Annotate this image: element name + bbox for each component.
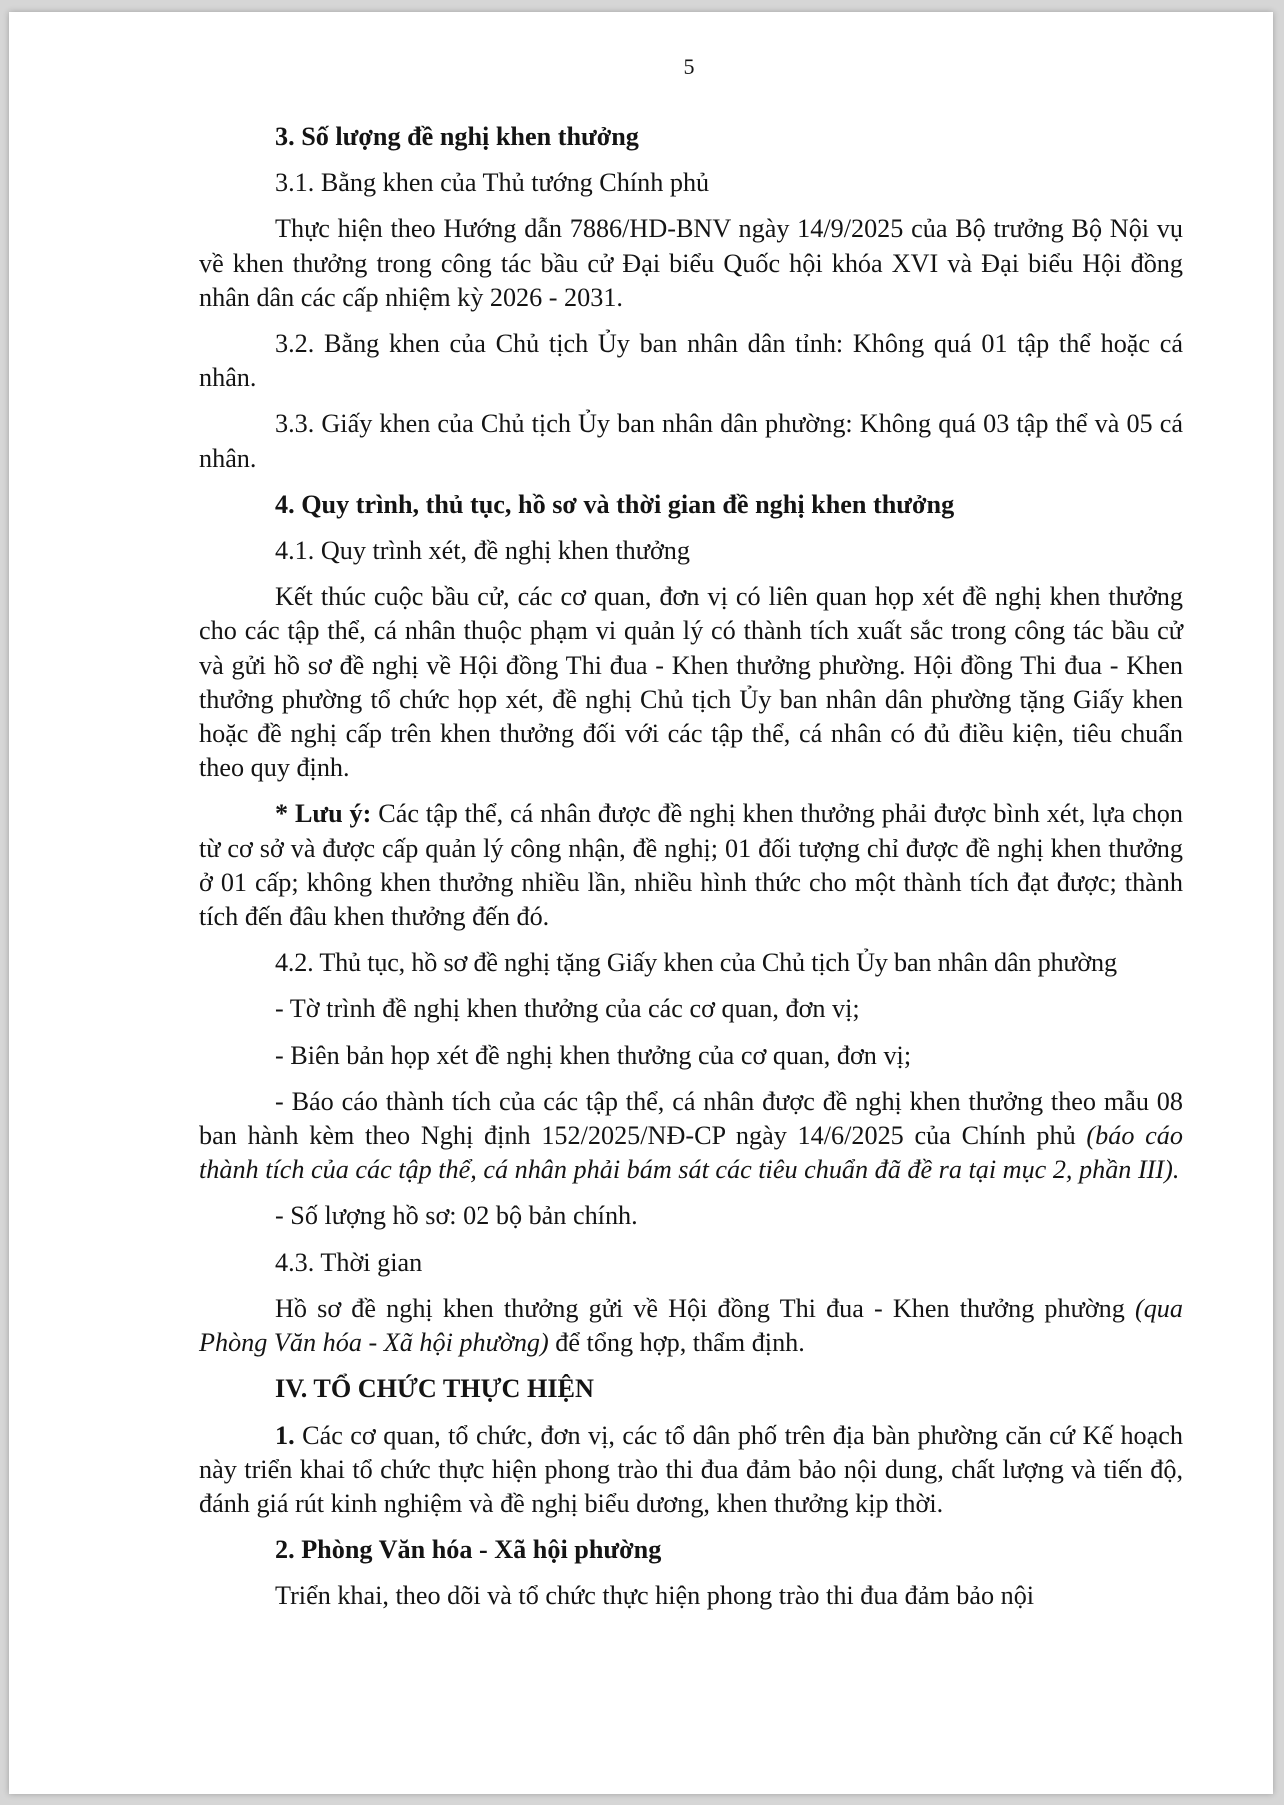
section-heading-iv-2: 2. Phòng Văn hóa - Xã hội phường [275, 1535, 662, 1565]
document-page [9, 12, 1273, 1794]
list-item-italic-note: (báo cáo thành tích của các tập thể, cá nhân phải bám sát các tiêu chuẩn đã đề ra tại mục 2, phần III). [199, 1121, 1183, 1185]
list-item-text: - Báo cáo thành tích của các tập thể, cá nhân được đề nghị khen thưởng theo mẫu 08 ban hành kèm theo Nghị định 152/2025/NĐ-CP ngày 14/6/2025 của Chính phủ [199, 1086, 1183, 1151]
paragraph-4-3-text [199, 1292, 1183, 1360]
list-item: - Biên bản họp xét đề nghị khen thưởng của cơ quan, đơn vị; [275, 1040, 912, 1070]
paragraph-4-3-text-a: Hồ sơ đề nghị khen thưởng gửi về Hội đồng Thi đua - Khen thưởng phường [275, 1293, 1135, 1323]
subsection-3-1: 3.1. Bằng khen của Thủ tướng Chính phủ [275, 168, 710, 198]
section-heading-iv: IV. TỔ CHỨC THỰC HIỆN [275, 1374, 594, 1404]
list-item: - Số lượng hồ sơ: 02 bộ bản chính. [275, 1201, 638, 1231]
paragraph-4-1-text: Kết thúc cuộc bầu cử, các cơ quan, đơn vị có liên quan họp xét đề nghị khen thưởng cho các tập thể, cá nhân thuộc phạm vi quản lý có thành tích xuất sắc trong công tác bầu cử và gửi hồ sơ đề nghị về Hội đồng Thi đua - Khen thưởng phường. Hội đồng Thi đua - Khen thưởng phường tổ chức họp xét, đề nghị Chủ tịch Ủy ban nhân dân phường tặng Giấy khen hoặc đề nghị cấp trên khen thưởng đối với các tập thể, cá nhân có đủ điều kiện, tiêu chuẩn theo quy định. [199, 582, 1183, 783]
paragraph-iv-1-label: 1. [275, 1420, 295, 1450]
paragraph-iv-2-text: Triển khai, theo dõi và tổ chức thực hiện phong trào thi đua đảm bảo nội [275, 1581, 1035, 1611]
paragraph-4-3-italic: (qua Phòng Văn hóa - Xã hội phường) [199, 1293, 1183, 1358]
note-label: * Lưu ý: [275, 799, 372, 829]
paragraph-iv-1-text: Các cơ quan, tổ chức, đơn vị, các tổ dân phố trên địa bàn phường căn cứ Kế hoạch này triển khai tổ chức thực hiện phong trào thi đua đảm bảo nội dung, chất lượng và tiến độ, đánh giá rút kinh nghiệm và đề nghị biểu dương, khen thưởng kịp thời. [199, 1420, 1183, 1518]
note-paragraph [199, 797, 1183, 934]
note-text: Các tập thể, cá nhân được đề nghị khen thưởng phải được bình xét, lựa chọn từ cơ sở và được cấp quản lý công nhận, đề nghị; 01 đối tượng chỉ được đề nghị khen thưởng ở 01 cấp; không khen thưởng nhiều lần, nhiều hình thức cho một thành tích đạt được; thành tích đến đâu khen thưởng đến đó. [199, 799, 1183, 932]
subsection-3-3: 3.3. Giấy khen của Chủ tịch Ủy ban nhân dân phường: Không quá 03 tập thể và 05 cá nhân. [199, 409, 1183, 473]
document-body [199, 120, 1183, 1614]
list-item [199, 1085, 1183, 1188]
paragraph-3-1-text: Thực hiện theo Hướng dẫn 7886/HD-BNV ngày 14/9/2025 của Bộ trưởng Bộ Nội vụ về khen thưởng trong công tác bầu cử Đại biểu Quốc hội khóa XVI và Đại biểu Hội đồng nhân dân các cấp nhiệm kỳ 2026 - 2031. [199, 214, 1183, 312]
subsection-3-2: 3.2. Bằng khen của Chủ tịch Ủy ban nhân dân tỉnh: Không quá 01 tập thể hoặc cá nhân. [199, 329, 1183, 393]
subsection-4-2: 4.2. Thủ tục, hồ sơ đề nghị tặng Giấy khen của Chủ tịch Ủy ban nhân dân phường [275, 948, 1117, 978]
list-item: - Tờ trình đề nghị khen thưởng của các cơ quan, đơn vị; [275, 994, 860, 1024]
section-heading-3: 3. Số lượng đề nghị khen thưởng [275, 122, 639, 151]
subsection-4-3: 4.3. Thời gian [275, 1247, 423, 1277]
section-heading-4: 4. Quy trình, thủ tục, hồ sơ và thời gian đề nghị khen thưởng [275, 489, 955, 519]
page-number: 5 [683, 54, 695, 79]
subsection-4-1: 4.1. Quy trình xét, đề nghị khen thưởng [275, 536, 690, 566]
paragraph-4-3-text-c: để tổng hợp, thẩm định. [548, 1328, 805, 1358]
paragraph-iv-1 [199, 1419, 1183, 1522]
